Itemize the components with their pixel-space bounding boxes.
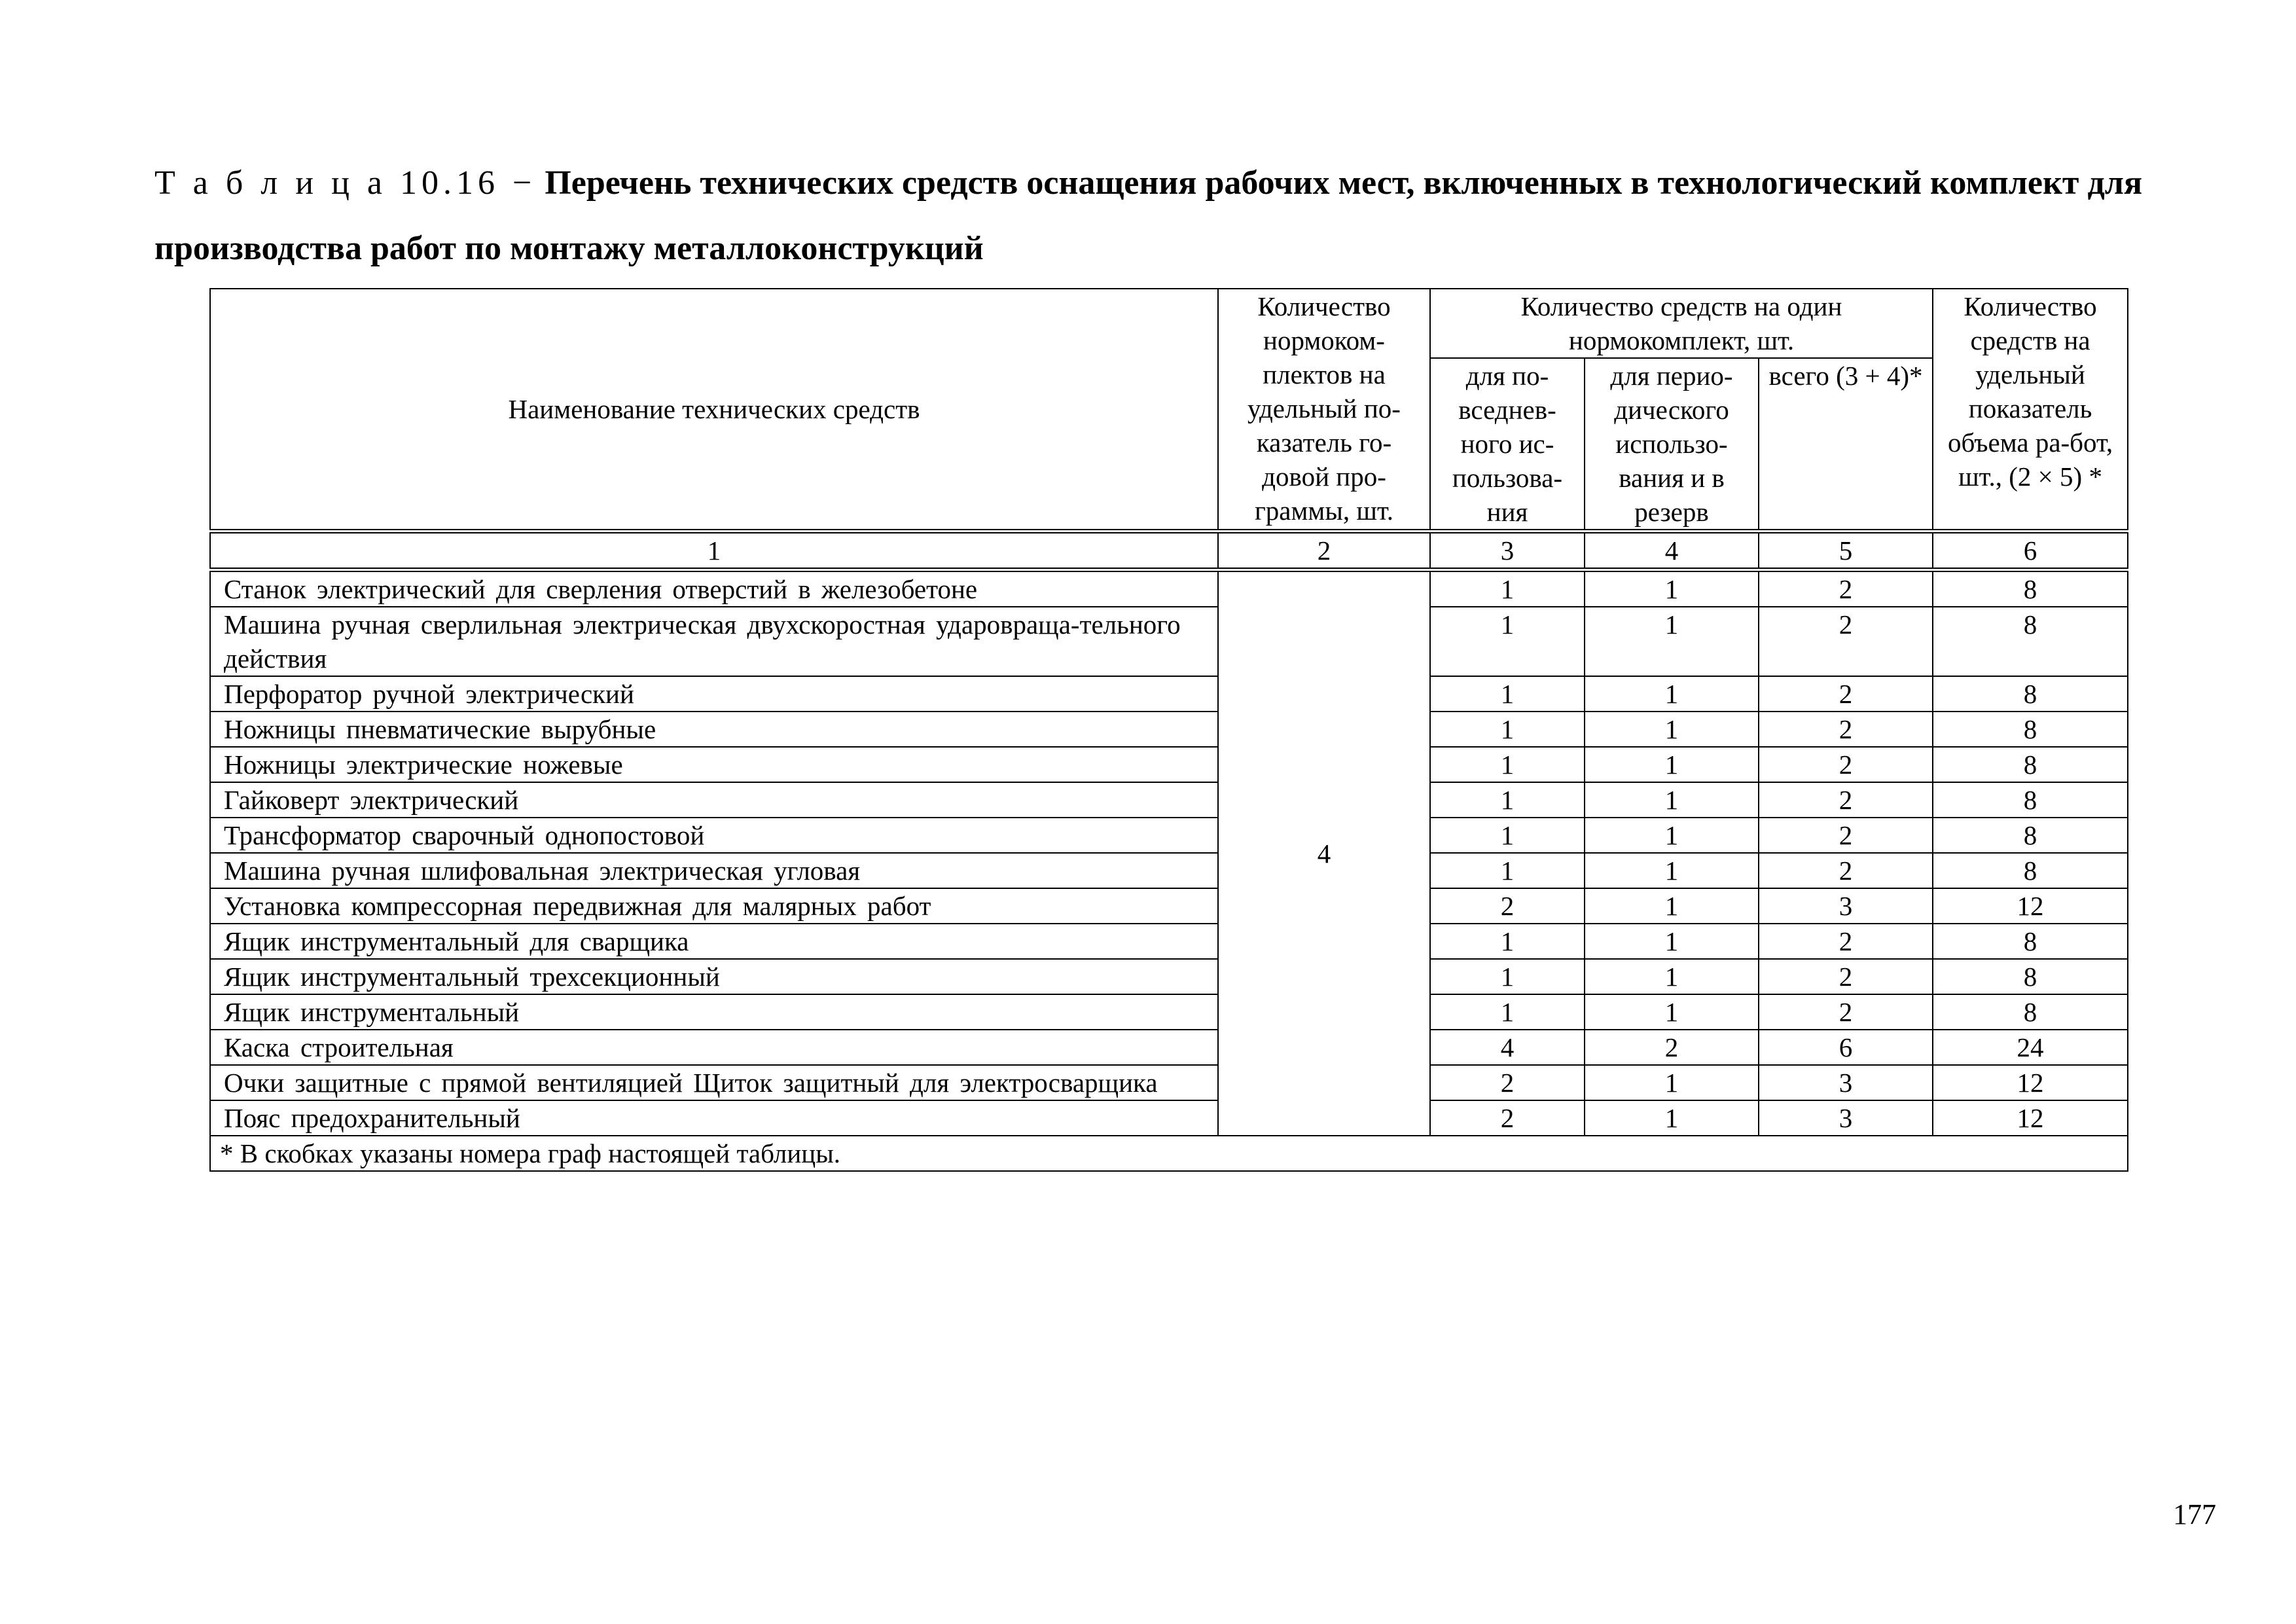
item-name: Ножницы пневматические вырубные [210,712,1218,747]
periodic-count: 1 [1585,853,1759,888]
per-unit-count: 8 [1933,747,2128,782]
table-row [210,959,2128,994]
periodic-count: 1 [1585,1100,1759,1136]
item-name: Установка компрессорная передвижная для малярных работ [210,888,1218,924]
periodic-count: 1 [1585,747,1759,782]
periodic-count: 1 [1585,712,1759,747]
table-row [210,676,2128,712]
total-count: 2 [1759,747,1933,782]
periodic-count: 1 [1585,994,1759,1030]
item-name: Очки защитные с прямой вентиляцией Щиток защитный для электросварщика [210,1065,1218,1100]
item-name: Пояс предохранительный [210,1100,1218,1136]
table-row [210,818,2128,853]
per-unit-count: 12 [1933,1065,2128,1100]
daily-count: 1 [1430,924,1585,959]
daily-count: 1 [1430,676,1585,712]
table-label: Т а б л и ц а 10.16 − [154,164,537,202]
periodic-count: 1 [1585,782,1759,818]
per-unit-count: 8 [1933,924,2128,959]
per-unit-count: 8 [1933,959,2128,994]
daily-count: 2 [1430,888,1585,924]
total-count: 2 [1759,853,1933,888]
item-name: Ящик инструментальный для сварщика [210,924,1218,959]
total-count: 3 [1759,1100,1933,1136]
footnote: * В скобках указаны номера граф настоящей таблицы. [210,1136,2128,1171]
column-number: 2 [1218,532,1430,570]
column-number: 1 [210,532,1218,570]
per-unit-count: 8 [1933,853,2128,888]
item-name: Гайковерт электрический [210,782,1218,818]
total-count: 2 [1759,570,1933,607]
periodic-count: 1 [1585,924,1759,959]
periodic-count: 1 [1585,959,1759,994]
table-row [210,1100,2128,1136]
item-name: Ножницы электрические ножевые [210,747,1218,782]
daily-count: 1 [1430,782,1585,818]
item-name: Перфоратор ручной электрический [210,676,1218,712]
daily-count: 2 [1430,1100,1585,1136]
item-name: Ящик инструментальный [210,994,1218,1030]
total-count: 3 [1759,888,1933,924]
total-count: 2 [1759,782,1933,818]
table-row [210,1065,2128,1100]
header-per-unit-volume: Количество средств на удельный показатель объема ра-бот, шт., (2 × 5) * [1933,289,2128,532]
table-row [210,994,2128,1030]
periodic-count: 1 [1585,570,1759,607]
table-row [210,747,2128,782]
per-unit-count: 8 [1933,818,2128,853]
total-count: 2 [1759,712,1933,747]
daily-count: 1 [1430,607,1585,676]
table-row [210,570,2128,607]
equipment-table [209,288,2128,1172]
item-name: Станок электрический для сверления отверстий в железобетоне [210,570,1218,607]
table-title: Перечень технических средств оснащения рабочих мест, включенных в технологический комплект для производства работ по монтажу металлоконструкций [154,164,2143,267]
item-name: Машина ручная шлифовальная электрическая угловая [210,853,1218,888]
table-row [210,888,2128,924]
per-unit-count: 8 [1933,607,2128,676]
total-count: 2 [1759,959,1933,994]
header-sets-per-unit: Количество нормоком-плектов на удельный по-казатель го-довой про-граммы, шт. [1218,289,1430,532]
item-name: Трансформатор сварочный однопостовой [210,818,1218,853]
periodic-count: 1 [1585,1065,1759,1100]
page-number: 177 [2173,1498,2216,1530]
header-total: всего (3 + 4)* [1759,358,1933,532]
header-periodic: для перио-дического использо-вания и в резерв [1585,358,1759,532]
table-row [210,607,2128,676]
total-count: 6 [1759,1030,1933,1065]
item-name: Машина ручная сверлильная электрическая двухскоростная ударовраща-тельного действия [210,607,1218,676]
total-count: 2 [1759,607,1933,676]
daily-count: 1 [1430,712,1585,747]
footnote-row [210,1136,2128,1171]
column-number: 4 [1585,532,1759,570]
sets-value: 4 [1218,570,1430,1136]
per-unit-count: 24 [1933,1030,2128,1065]
daily-count: 4 [1430,1030,1585,1065]
daily-count: 2 [1430,1065,1585,1100]
column-number: 5 [1759,532,1933,570]
column-number: 6 [1933,532,2128,570]
daily-count: 1 [1430,853,1585,888]
header-per-set-group: Количество средств на один нормокомплект, шт. [1430,289,1933,358]
column-number: 3 [1430,532,1585,570]
per-unit-count: 8 [1933,994,2128,1030]
periodic-count: 1 [1585,888,1759,924]
per-unit-count: 8 [1933,782,2128,818]
column-numbers-row [210,532,2128,570]
periodic-count: 1 [1585,818,1759,853]
daily-count: 1 [1430,994,1585,1030]
total-count: 2 [1759,994,1933,1030]
table-row [210,782,2128,818]
periodic-count: 1 [1585,676,1759,712]
table-caption [154,151,2236,281]
item-name: Каска строительная [210,1030,1218,1065]
daily-count: 1 [1430,818,1585,853]
total-count: 2 [1759,818,1933,853]
table-row [210,712,2128,747]
header-name: Наименование технических средств [210,289,1218,532]
per-unit-count: 12 [1933,1100,2128,1136]
daily-count: 1 [1430,959,1585,994]
daily-count: 1 [1430,747,1585,782]
table-row [210,1030,2128,1065]
table-row [210,924,2128,959]
periodic-count: 1 [1585,607,1759,676]
header-daily: для по-вседнев-ного ис-пользова-ния [1430,358,1585,532]
per-unit-count: 8 [1933,712,2128,747]
periodic-count: 2 [1585,1030,1759,1065]
per-unit-count: 8 [1933,676,2128,712]
per-unit-count: 12 [1933,888,2128,924]
total-count: 2 [1759,676,1933,712]
item-name: Ящик инструментальный трехсекционный [210,959,1218,994]
total-count: 2 [1759,924,1933,959]
per-unit-count: 8 [1933,570,2128,607]
table-row [210,853,2128,888]
total-count: 3 [1759,1065,1933,1100]
daily-count: 1 [1430,570,1585,607]
